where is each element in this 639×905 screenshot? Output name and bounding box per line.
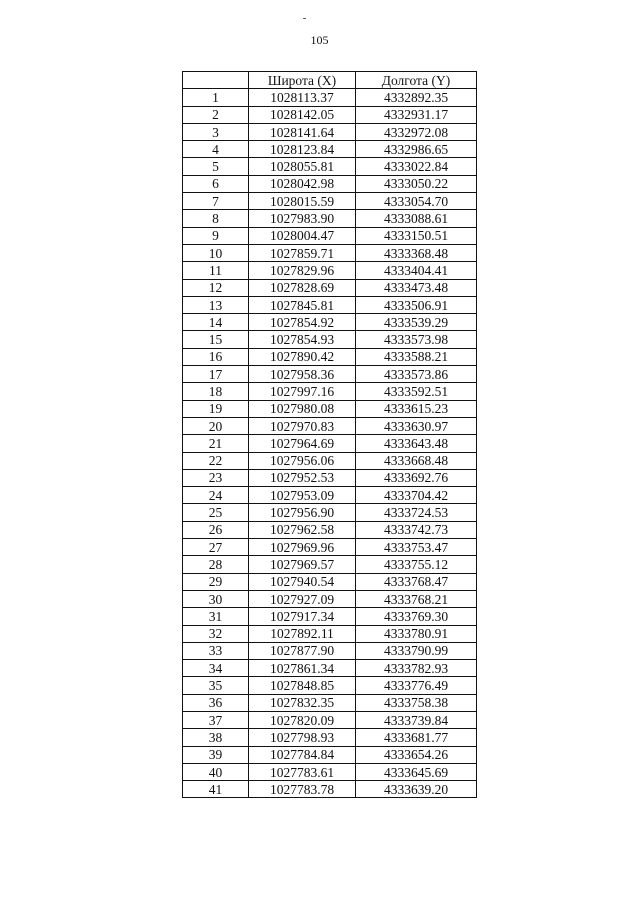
- table-row: [183, 642, 477, 659]
- point-number-cell: 33: [183, 642, 249, 659]
- latitude-cell: 1027969.57: [249, 556, 356, 573]
- latitude-cell: 1027783.61: [249, 763, 356, 780]
- latitude-cell: 1027956.90: [249, 504, 356, 521]
- point-number-cell: 19: [183, 400, 249, 417]
- table-body: [183, 89, 477, 798]
- latitude-cell: 1027828.69: [249, 279, 356, 296]
- table-row: [183, 487, 477, 504]
- latitude-cell: 1027997.16: [249, 383, 356, 400]
- latitude-cell: 1027964.69: [249, 435, 356, 452]
- point-number-cell: 8: [183, 210, 249, 227]
- point-number-cell: 3: [183, 123, 249, 140]
- latitude-cell: 1028141.64: [249, 123, 356, 140]
- table-row: [183, 158, 477, 175]
- scan-artifact: [303, 18, 306, 19]
- longitude-cell: 4333768.47: [356, 573, 477, 590]
- point-number-cell: 28: [183, 556, 249, 573]
- table-row: [183, 210, 477, 227]
- point-number-cell: 21: [183, 435, 249, 452]
- point-number-cell: 20: [183, 417, 249, 434]
- header-latitude: Широта (X): [249, 72, 356, 89]
- table-row: [183, 694, 477, 711]
- point-number-cell: 17: [183, 366, 249, 383]
- latitude-cell: 1027829.96: [249, 262, 356, 279]
- latitude-cell: 1027970.83: [249, 417, 356, 434]
- table-row: [183, 106, 477, 123]
- longitude-cell: 4333681.77: [356, 729, 477, 746]
- longitude-cell: 4333739.84: [356, 711, 477, 728]
- point-number-cell: 25: [183, 504, 249, 521]
- latitude-cell: 1027861.34: [249, 660, 356, 677]
- table-row: [183, 521, 477, 538]
- point-number-cell: 14: [183, 314, 249, 331]
- latitude-cell: 1027845.81: [249, 296, 356, 313]
- point-number-cell: 16: [183, 348, 249, 365]
- point-number-cell: 2: [183, 106, 249, 123]
- longitude-cell: 4333742.73: [356, 521, 477, 538]
- table-row: [183, 262, 477, 279]
- table-row: [183, 763, 477, 780]
- longitude-cell: 4332986.65: [356, 141, 477, 158]
- table-header-row: [183, 72, 477, 89]
- table-row: [183, 539, 477, 556]
- point-number-cell: 36: [183, 694, 249, 711]
- coordinates-table: [182, 71, 477, 798]
- table-row: [183, 573, 477, 590]
- point-number-cell: 34: [183, 660, 249, 677]
- point-number-cell: 24: [183, 487, 249, 504]
- longitude-cell: 4333022.84: [356, 158, 477, 175]
- longitude-cell: 4333573.86: [356, 366, 477, 383]
- point-number-cell: 26: [183, 521, 249, 538]
- longitude-cell: 4333668.48: [356, 452, 477, 469]
- table-row: [183, 348, 477, 365]
- table-row: [183, 590, 477, 607]
- point-number-cell: 23: [183, 469, 249, 486]
- latitude-cell: 1027940.54: [249, 573, 356, 590]
- latitude-cell: 1027956.06: [249, 452, 356, 469]
- latitude-cell: 1027953.09: [249, 487, 356, 504]
- longitude-cell: 4333654.26: [356, 746, 477, 763]
- longitude-cell: 4333615.23: [356, 400, 477, 417]
- longitude-cell: 4333630.97: [356, 417, 477, 434]
- table-row: [183, 781, 477, 798]
- point-number-cell: 31: [183, 608, 249, 625]
- table-row: [183, 279, 477, 296]
- table-row: [183, 608, 477, 625]
- latitude-cell: 1027917.34: [249, 608, 356, 625]
- table-row: [183, 400, 477, 417]
- longitude-cell: 4332931.17: [356, 106, 477, 123]
- table-row: [183, 677, 477, 694]
- longitude-cell: 4333780.91: [356, 625, 477, 642]
- longitude-cell: 4333539.29: [356, 314, 477, 331]
- table-row: [183, 504, 477, 521]
- table-row: [183, 175, 477, 192]
- longitude-cell: 4333588.21: [356, 348, 477, 365]
- latitude-cell: 1027962.58: [249, 521, 356, 538]
- table-row: [183, 227, 477, 244]
- latitude-cell: 1027854.93: [249, 331, 356, 348]
- table-row: [183, 383, 477, 400]
- latitude-cell: 1027832.35: [249, 694, 356, 711]
- longitude-cell: 4333790.99: [356, 642, 477, 659]
- latitude-cell: 1027798.93: [249, 729, 356, 746]
- table-row: [183, 435, 477, 452]
- longitude-cell: 4333050.22: [356, 175, 477, 192]
- table-row: [183, 556, 477, 573]
- latitude-cell: 1028055.81: [249, 158, 356, 175]
- longitude-cell: 4333639.20: [356, 781, 477, 798]
- longitude-cell: 4333645.69: [356, 763, 477, 780]
- table-row: [183, 244, 477, 261]
- longitude-cell: 4333704.42: [356, 487, 477, 504]
- point-number-cell: 1: [183, 89, 249, 106]
- latitude-cell: 1028015.59: [249, 193, 356, 210]
- latitude-cell: 1027927.09: [249, 590, 356, 607]
- point-number-cell: 13: [183, 296, 249, 313]
- latitude-cell: 1027859.71: [249, 244, 356, 261]
- longitude-cell: 4333753.47: [356, 539, 477, 556]
- longitude-cell: 4332892.35: [356, 89, 477, 106]
- table-row: [183, 331, 477, 348]
- point-number-cell: 10: [183, 244, 249, 261]
- longitude-cell: 4333782.93: [356, 660, 477, 677]
- longitude-cell: 4333404.41: [356, 262, 477, 279]
- table-row: [183, 711, 477, 728]
- point-number-cell: 27: [183, 539, 249, 556]
- longitude-cell: 4333692.76: [356, 469, 477, 486]
- point-number-cell: 41: [183, 781, 249, 798]
- point-number-cell: 6: [183, 175, 249, 192]
- latitude-cell: 1027983.90: [249, 210, 356, 227]
- point-number-cell: 18: [183, 383, 249, 400]
- longitude-cell: 4333768.21: [356, 590, 477, 607]
- longitude-cell: 4333054.70: [356, 193, 477, 210]
- longitude-cell: 4333755.12: [356, 556, 477, 573]
- point-number-cell: 32: [183, 625, 249, 642]
- table-row: [183, 469, 477, 486]
- latitude-cell: 1027854.92: [249, 314, 356, 331]
- longitude-cell: 4333088.61: [356, 210, 477, 227]
- table-row: [183, 123, 477, 140]
- latitude-cell: 1028042.98: [249, 175, 356, 192]
- header-point-number: [183, 72, 249, 89]
- point-number-cell: 39: [183, 746, 249, 763]
- latitude-cell: 1027783.78: [249, 781, 356, 798]
- latitude-cell: 1027784.84: [249, 746, 356, 763]
- longitude-cell: 4333776.49: [356, 677, 477, 694]
- longitude-cell: 4333643.48: [356, 435, 477, 452]
- point-number-cell: 15: [183, 331, 249, 348]
- point-number-cell: 37: [183, 711, 249, 728]
- table-row: [183, 314, 477, 331]
- longitude-cell: 4333150.51: [356, 227, 477, 244]
- table-row: [183, 417, 477, 434]
- point-number-cell: 7: [183, 193, 249, 210]
- table-row: [183, 625, 477, 642]
- table-row: [183, 296, 477, 313]
- longitude-cell: 4333506.91: [356, 296, 477, 313]
- latitude-cell: 1027952.53: [249, 469, 356, 486]
- header-longitude: Долгота (Y): [356, 72, 477, 89]
- latitude-cell: 1028004.47: [249, 227, 356, 244]
- table-row: [183, 746, 477, 763]
- longitude-cell: 4333592.51: [356, 383, 477, 400]
- longitude-cell: 4333473.48: [356, 279, 477, 296]
- longitude-cell: 4333769.30: [356, 608, 477, 625]
- table-row: [183, 89, 477, 106]
- latitude-cell: 1028142.05: [249, 106, 356, 123]
- table-row: [183, 660, 477, 677]
- latitude-cell: 1028123.84: [249, 141, 356, 158]
- latitude-cell: 1027980.08: [249, 400, 356, 417]
- latitude-cell: 1027890.42: [249, 348, 356, 365]
- point-number-cell: 11: [183, 262, 249, 279]
- latitude-cell: 1027969.96: [249, 539, 356, 556]
- point-number-cell: 38: [183, 729, 249, 746]
- longitude-cell: 4333368.48: [356, 244, 477, 261]
- latitude-cell: 1027892.11: [249, 625, 356, 642]
- latitude-cell: 1028113.37: [249, 89, 356, 106]
- point-number-cell: 40: [183, 763, 249, 780]
- latitude-cell: 1027820.09: [249, 711, 356, 728]
- longitude-cell: 4332972.08: [356, 123, 477, 140]
- latitude-cell: 1027958.36: [249, 366, 356, 383]
- point-number-cell: 29: [183, 573, 249, 590]
- longitude-cell: 4333573.98: [356, 331, 477, 348]
- point-number-cell: 12: [183, 279, 249, 296]
- longitude-cell: 4333724.53: [356, 504, 477, 521]
- longitude-cell: 4333758.38: [356, 694, 477, 711]
- latitude-cell: 1027877.90: [249, 642, 356, 659]
- point-number-cell: 22: [183, 452, 249, 469]
- table-row: [183, 452, 477, 469]
- point-number-cell: 9: [183, 227, 249, 244]
- latitude-cell: 1027848.85: [249, 677, 356, 694]
- table-row: [183, 141, 477, 158]
- point-number-cell: 35: [183, 677, 249, 694]
- point-number-cell: 4: [183, 141, 249, 158]
- point-number-cell: 30: [183, 590, 249, 607]
- table-row: [183, 729, 477, 746]
- page-number: 105: [310, 33, 329, 47]
- table-row: [183, 366, 477, 383]
- point-number-cell: 5: [183, 158, 249, 175]
- table-row: [183, 193, 477, 210]
